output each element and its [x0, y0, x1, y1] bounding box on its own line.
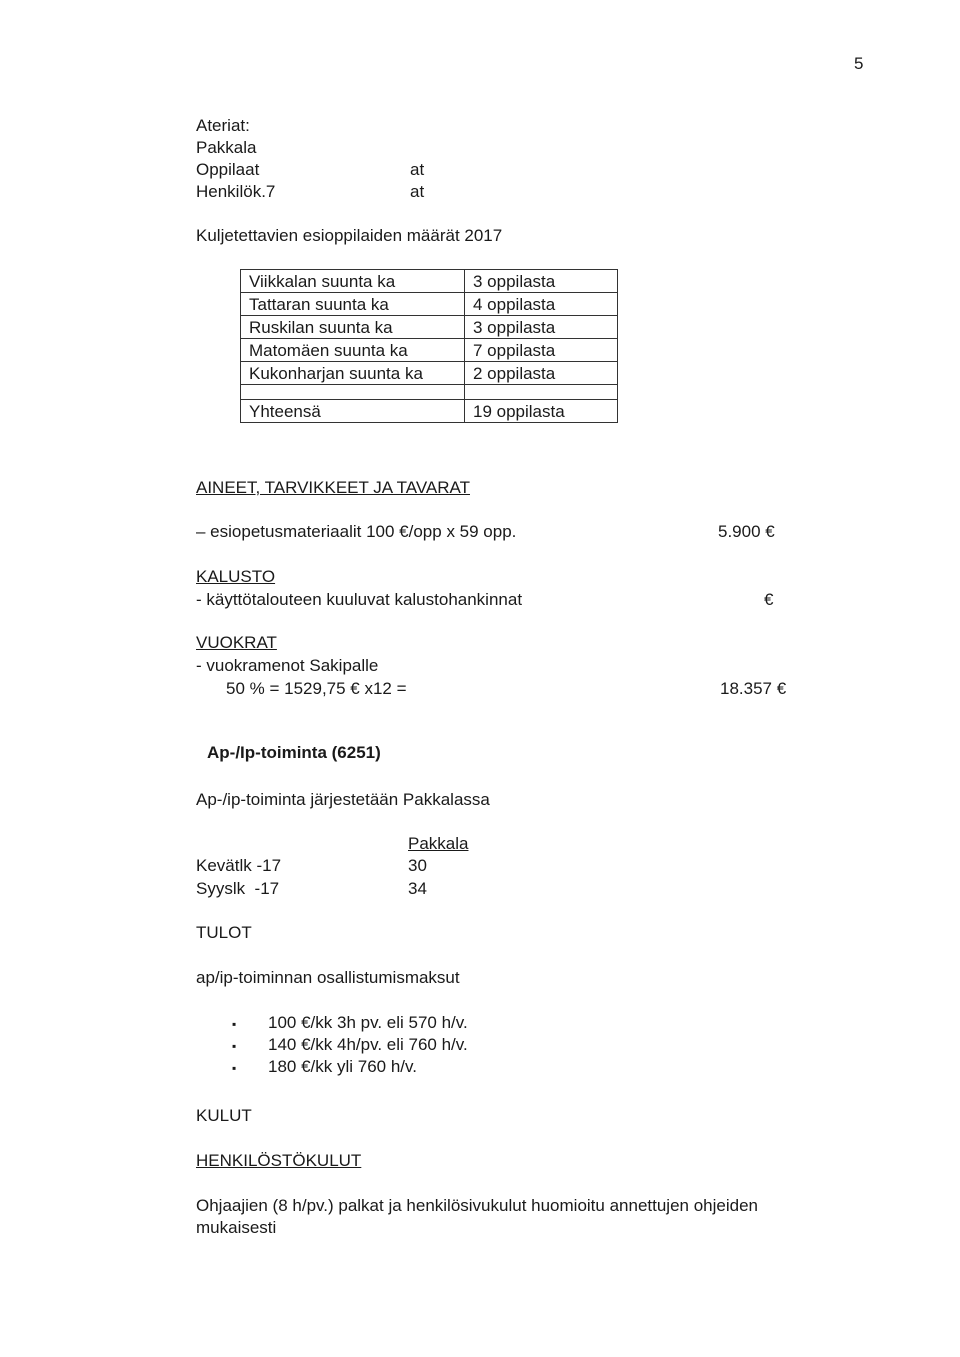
route-cell: Matomäen suunta ka [241, 339, 465, 362]
meals-staff-label: Henkilök.7 [196, 182, 276, 201]
staff-costs-line2: mukaisesti [196, 1218, 277, 1237]
transport-title: Kuljetettavien esioppilaiden määrät 2017 [196, 226, 503, 245]
table-row [241, 316, 618, 339]
income-subheading: ap/ip-toiminnan osallistumismaksut [196, 968, 460, 987]
count-cell: 3 oppilasta [465, 316, 618, 339]
route-cell: Viikkalan suunta ka [241, 270, 465, 293]
staff-costs-heading: HENKILÖSTÖKULUT [196, 1151, 362, 1170]
count-cell: 2 oppilasta [465, 362, 618, 385]
materials-line: – esiopetusmateriaalit 100 €/opp x 59 opp. [196, 522, 517, 541]
table-row [241, 339, 618, 362]
count-cell: 4 oppilasta [465, 293, 618, 316]
table-row [241, 270, 618, 293]
ap-col-header: Pakkala [408, 834, 469, 853]
income-heading: TULOT [196, 923, 252, 942]
furniture-heading: KALUSTO [196, 567, 276, 586]
table-row [241, 293, 618, 316]
rents-heading: VUOKRAT [196, 633, 277, 652]
ap-intro: Ap-/ip-toiminta järjestetään Pakkalassa [196, 790, 490, 809]
ap-row-label: Syyslk -17 [196, 879, 280, 898]
transport-table [240, 269, 618, 423]
meals-students-label: Oppilaat [196, 160, 260, 179]
rents-line1: - vuokramenot Sakipalle [196, 656, 379, 675]
costs-heading: KULUT [196, 1106, 252, 1125]
furniture-amount: € [764, 590, 774, 609]
total-value: 19 oppilasta [465, 400, 618, 423]
route-cell: Ruskilan suunta ka [241, 316, 465, 339]
meals-staff-suffix: at [410, 182, 425, 201]
income-item: ▪ 140 €/kk 4h/pv. eli 760 h/v. [232, 1035, 468, 1056]
furniture-line: - käyttötalouteen kuuluvat kalustohankinnat [196, 590, 523, 609]
rents-line2: 50 % = 1529,75 € x12 = [226, 679, 407, 698]
ap-row-value: 30 [408, 856, 427, 875]
materials-heading: AINEET, TARVIKKEET JA TAVARAT [196, 478, 470, 497]
page-number: 5 [854, 54, 864, 73]
rents-amount: 18.357 € [720, 679, 787, 698]
ap-row-label: Kevätlk -17 [196, 856, 282, 875]
income-item: ▪ 100 €/kk 3h pv. eli 570 h/v. [232, 1013, 468, 1034]
table-row-blank [241, 385, 618, 400]
ap-row-value: 34 [408, 879, 427, 898]
meals-heading: Ateriat: [196, 116, 250, 135]
total-label: Yhteensä [241, 400, 465, 423]
route-cell: Tattaran suunta ka [241, 293, 465, 316]
meals-place: Pakkala [196, 138, 257, 157]
staff-costs-line1: Ohjaajien (8 h/pv.) palkat ja henkilösivukulut huomioitu annettujen ohjeiden [196, 1196, 758, 1215]
table-row [241, 362, 618, 385]
ap-heading: Ap-/Ip-toiminta (6251) [207, 743, 381, 762]
income-item: ▪ 180 €/kk yli 760 h/v. [232, 1057, 417, 1078]
route-cell: Kukonharjan suunta ka [241, 362, 465, 385]
table-row-total [241, 400, 618, 423]
meals-students-suffix: at [410, 160, 425, 179]
count-cell: 7 oppilasta [465, 339, 618, 362]
count-cell: 3 oppilasta [465, 270, 618, 293]
materials-amount: 5.900 € [718, 522, 775, 541]
